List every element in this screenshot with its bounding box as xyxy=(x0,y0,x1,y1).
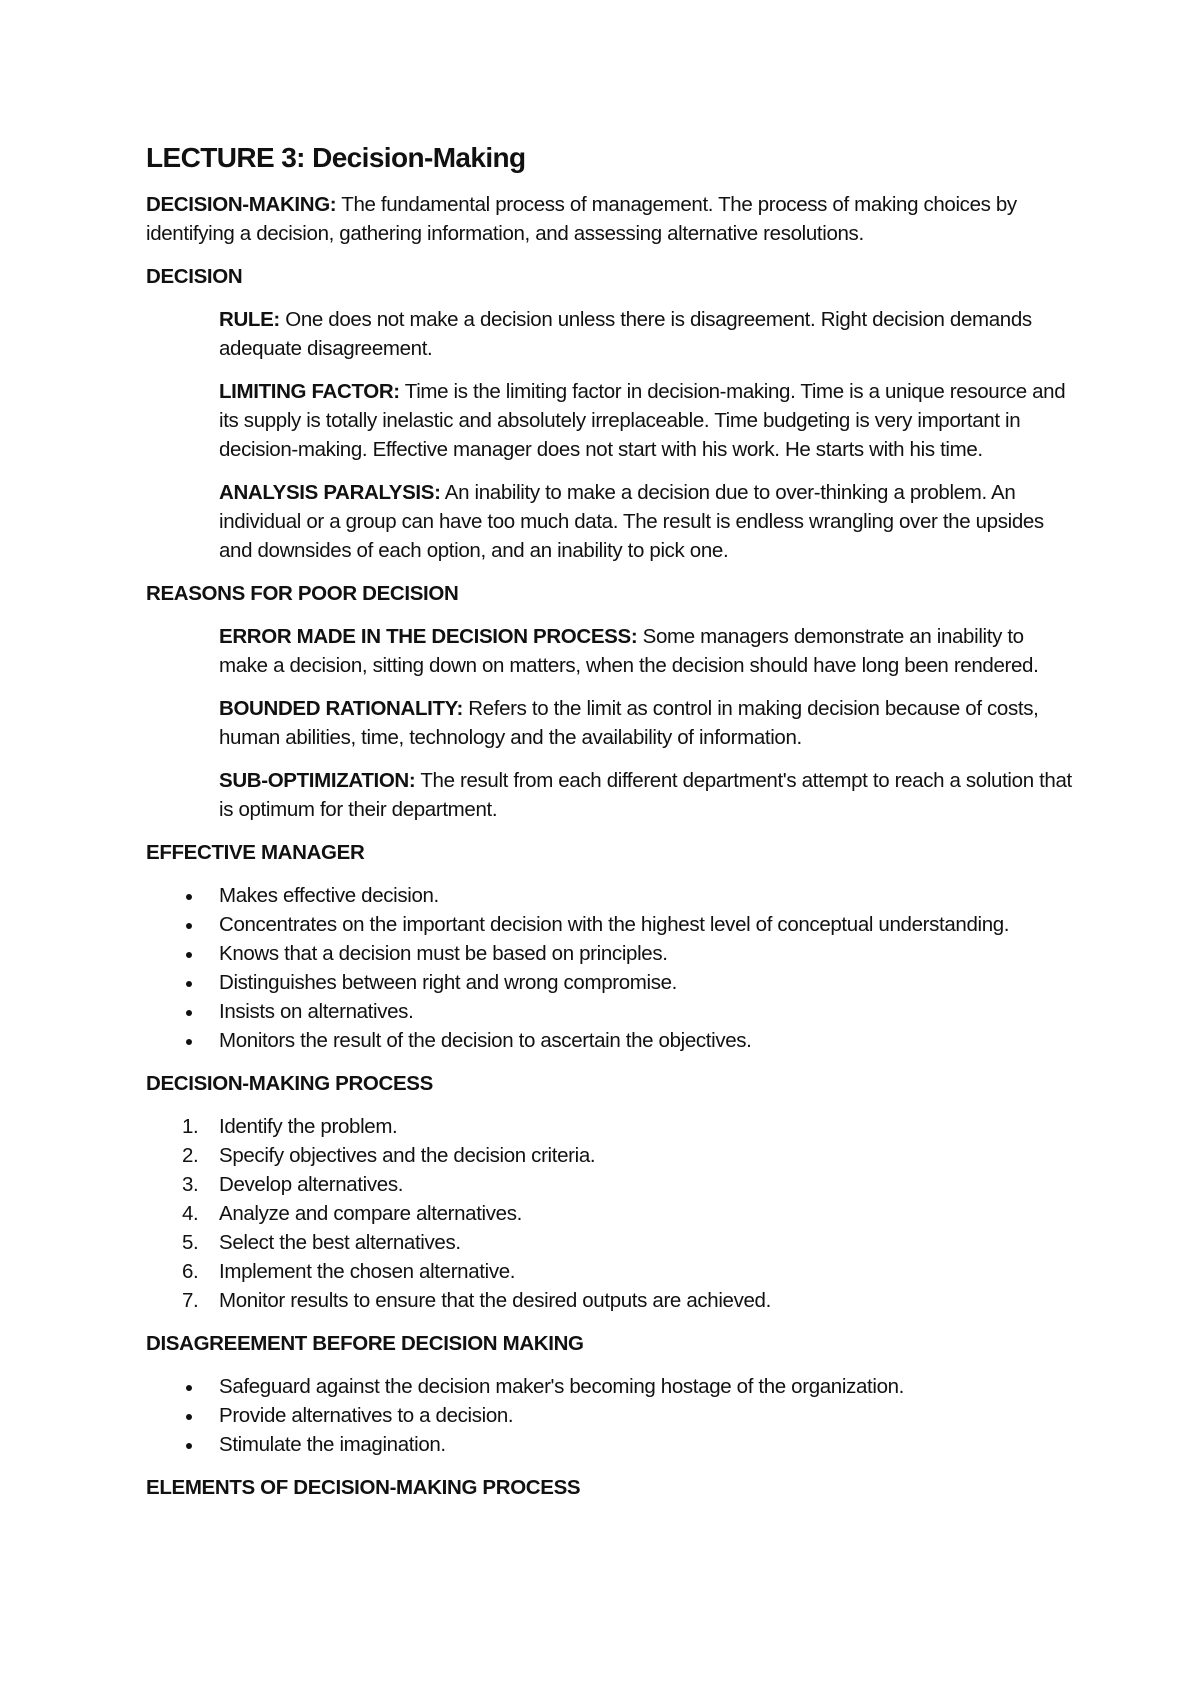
step-number: 7. xyxy=(182,1289,199,1312)
document-content xyxy=(146,140,1076,1516)
intro-paragraph xyxy=(146,190,1076,248)
definition-term: SUB-OPTIMIZATION: xyxy=(219,769,416,792)
definition-error-made xyxy=(146,622,1076,680)
section-heading-disagreement: DISAGREEMENT BEFORE DECISION MAKING xyxy=(146,1332,584,1355)
list-item xyxy=(146,1286,1076,1315)
list-item-text: Monitor results to ensure that the desired outputs are achieved. xyxy=(219,1289,771,1312)
section-heading-elements: ELEMENTS OF DECISION-MAKING PROCESS xyxy=(146,1476,581,1499)
list-item-text: Identify the problem. xyxy=(219,1115,398,1138)
list-item-text: Provide alternatives to a decision. xyxy=(219,1404,514,1427)
list-item-text: Select the best alternatives. xyxy=(219,1231,461,1254)
bullet-icon xyxy=(186,1385,192,1391)
list-item xyxy=(146,1372,1076,1401)
definition-text: An inability to make a decision due to over-thinking a problem. An individual or a group can have too much data. The result is endless wrangling over the upsides and downsides of each option, and an inability to pick one. xyxy=(219,481,1044,562)
step-number: 6. xyxy=(182,1260,199,1283)
list-item-text: Develop alternatives. xyxy=(219,1173,404,1196)
definition-text: The result from each different department's attempt to reach a solution that is optimum for their department. xyxy=(219,769,1072,821)
bullet-icon xyxy=(186,981,192,987)
list-item xyxy=(146,1141,1076,1170)
list-item-text: Concentrates on the important decision with the highest level of conceptual understanding. xyxy=(219,913,1010,936)
list-item-text: Knows that a decision must be based on principles. xyxy=(219,942,668,965)
definition-term: ANALYSIS PARALYSIS: xyxy=(219,481,441,504)
bullet-icon xyxy=(186,923,192,929)
list-item xyxy=(146,939,1076,968)
step-number: 1. xyxy=(182,1115,199,1138)
list-item xyxy=(146,1257,1076,1286)
definition-bounded-rationality xyxy=(146,694,1076,752)
list-item-text: Insists on alternatives. xyxy=(219,1000,414,1023)
section-heading-poor-decision: REASONS FOR POOR DECISION xyxy=(146,582,459,605)
definition-sub-optimization xyxy=(146,766,1076,824)
step-number: 4. xyxy=(182,1202,199,1225)
intro-term: DECISION-MAKING: xyxy=(146,193,337,216)
step-number: 3. xyxy=(182,1173,199,1196)
section-heading-effective-manager: EFFECTIVE MANAGER xyxy=(146,841,365,864)
list-item-text: Distinguishes between right and wrong compromise. xyxy=(219,971,678,994)
list-item-text: Monitors the result of the decision to ascertain the objectives. xyxy=(219,1029,752,1052)
list-item xyxy=(146,1170,1076,1199)
bullet-icon xyxy=(186,1039,192,1045)
disagreement-list xyxy=(146,1372,1076,1459)
definition-text: Some managers demonstrate an inability to make a decision, sitting down on matters, when the decision should have long been rendered. xyxy=(219,625,1039,677)
list-item xyxy=(146,910,1076,939)
list-item-text: Specify objectives and the decision criteria. xyxy=(219,1144,596,1167)
process-steps-list xyxy=(146,1112,1076,1315)
definition-term: RULE: xyxy=(219,308,280,331)
definition-analysis-paralysis xyxy=(146,478,1076,565)
bullet-icon xyxy=(186,1414,192,1420)
definition-term: ERROR MADE IN THE DECISION PROCESS: xyxy=(219,625,638,648)
list-item-text: Safeguard against the decision maker's becoming hostage of the organization. xyxy=(219,1375,905,1398)
list-item xyxy=(146,997,1076,1026)
list-item xyxy=(146,1228,1076,1257)
definition-term: LIMITING FACTOR: xyxy=(219,380,400,403)
list-item xyxy=(146,881,1076,910)
list-item-text: Makes effective decision. xyxy=(219,884,439,907)
list-item xyxy=(146,968,1076,997)
list-item xyxy=(146,1430,1076,1459)
step-number: 5. xyxy=(182,1231,199,1254)
list-item xyxy=(146,1401,1076,1430)
definition-rule xyxy=(146,305,1076,363)
intro-text: The fundamental process of management. The process of making choices by identifying a decision, gathering information, and assessing alternative resolutions. xyxy=(146,193,1017,245)
section-heading-process: DECISION-MAKING PROCESS xyxy=(146,1072,433,1095)
list-item xyxy=(146,1199,1076,1228)
list-item-text: Analyze and compare alternatives. xyxy=(219,1202,522,1225)
list-item-text: Stimulate the imagination. xyxy=(219,1433,446,1456)
definition-text: Refers to the limit as control in making decision because of costs, human abilities, time, technology and the availability of information. xyxy=(219,697,1039,749)
definition-text: Time is the limiting factor in decision-making. Time is a unique resource and its supply is totally inelastic and absolutely irreplaceable. Time budgeting is very important in decision-making. Effective manager does not start with his work. He starts with his time. xyxy=(219,380,1066,461)
bullet-icon xyxy=(186,894,192,900)
list-item-text: Implement the chosen alternative. xyxy=(219,1260,516,1283)
definition-limiting-factor xyxy=(146,377,1076,464)
page-title: LECTURE 3: Decision-Making xyxy=(146,142,526,173)
list-item xyxy=(146,1112,1076,1141)
section-heading-decision: DECISION xyxy=(146,265,243,288)
definition-term: BOUNDED RATIONALITY: xyxy=(219,697,463,720)
effective-manager-list xyxy=(146,881,1076,1055)
step-number: 2. xyxy=(182,1144,199,1167)
list-item xyxy=(146,1026,1076,1055)
bullet-icon xyxy=(186,1010,192,1016)
bullet-icon xyxy=(186,952,192,958)
definition-text: One does not make a decision unless there is disagreement. Right decision demands adequate disagreement. xyxy=(219,308,1032,360)
bullet-icon xyxy=(186,1443,192,1449)
